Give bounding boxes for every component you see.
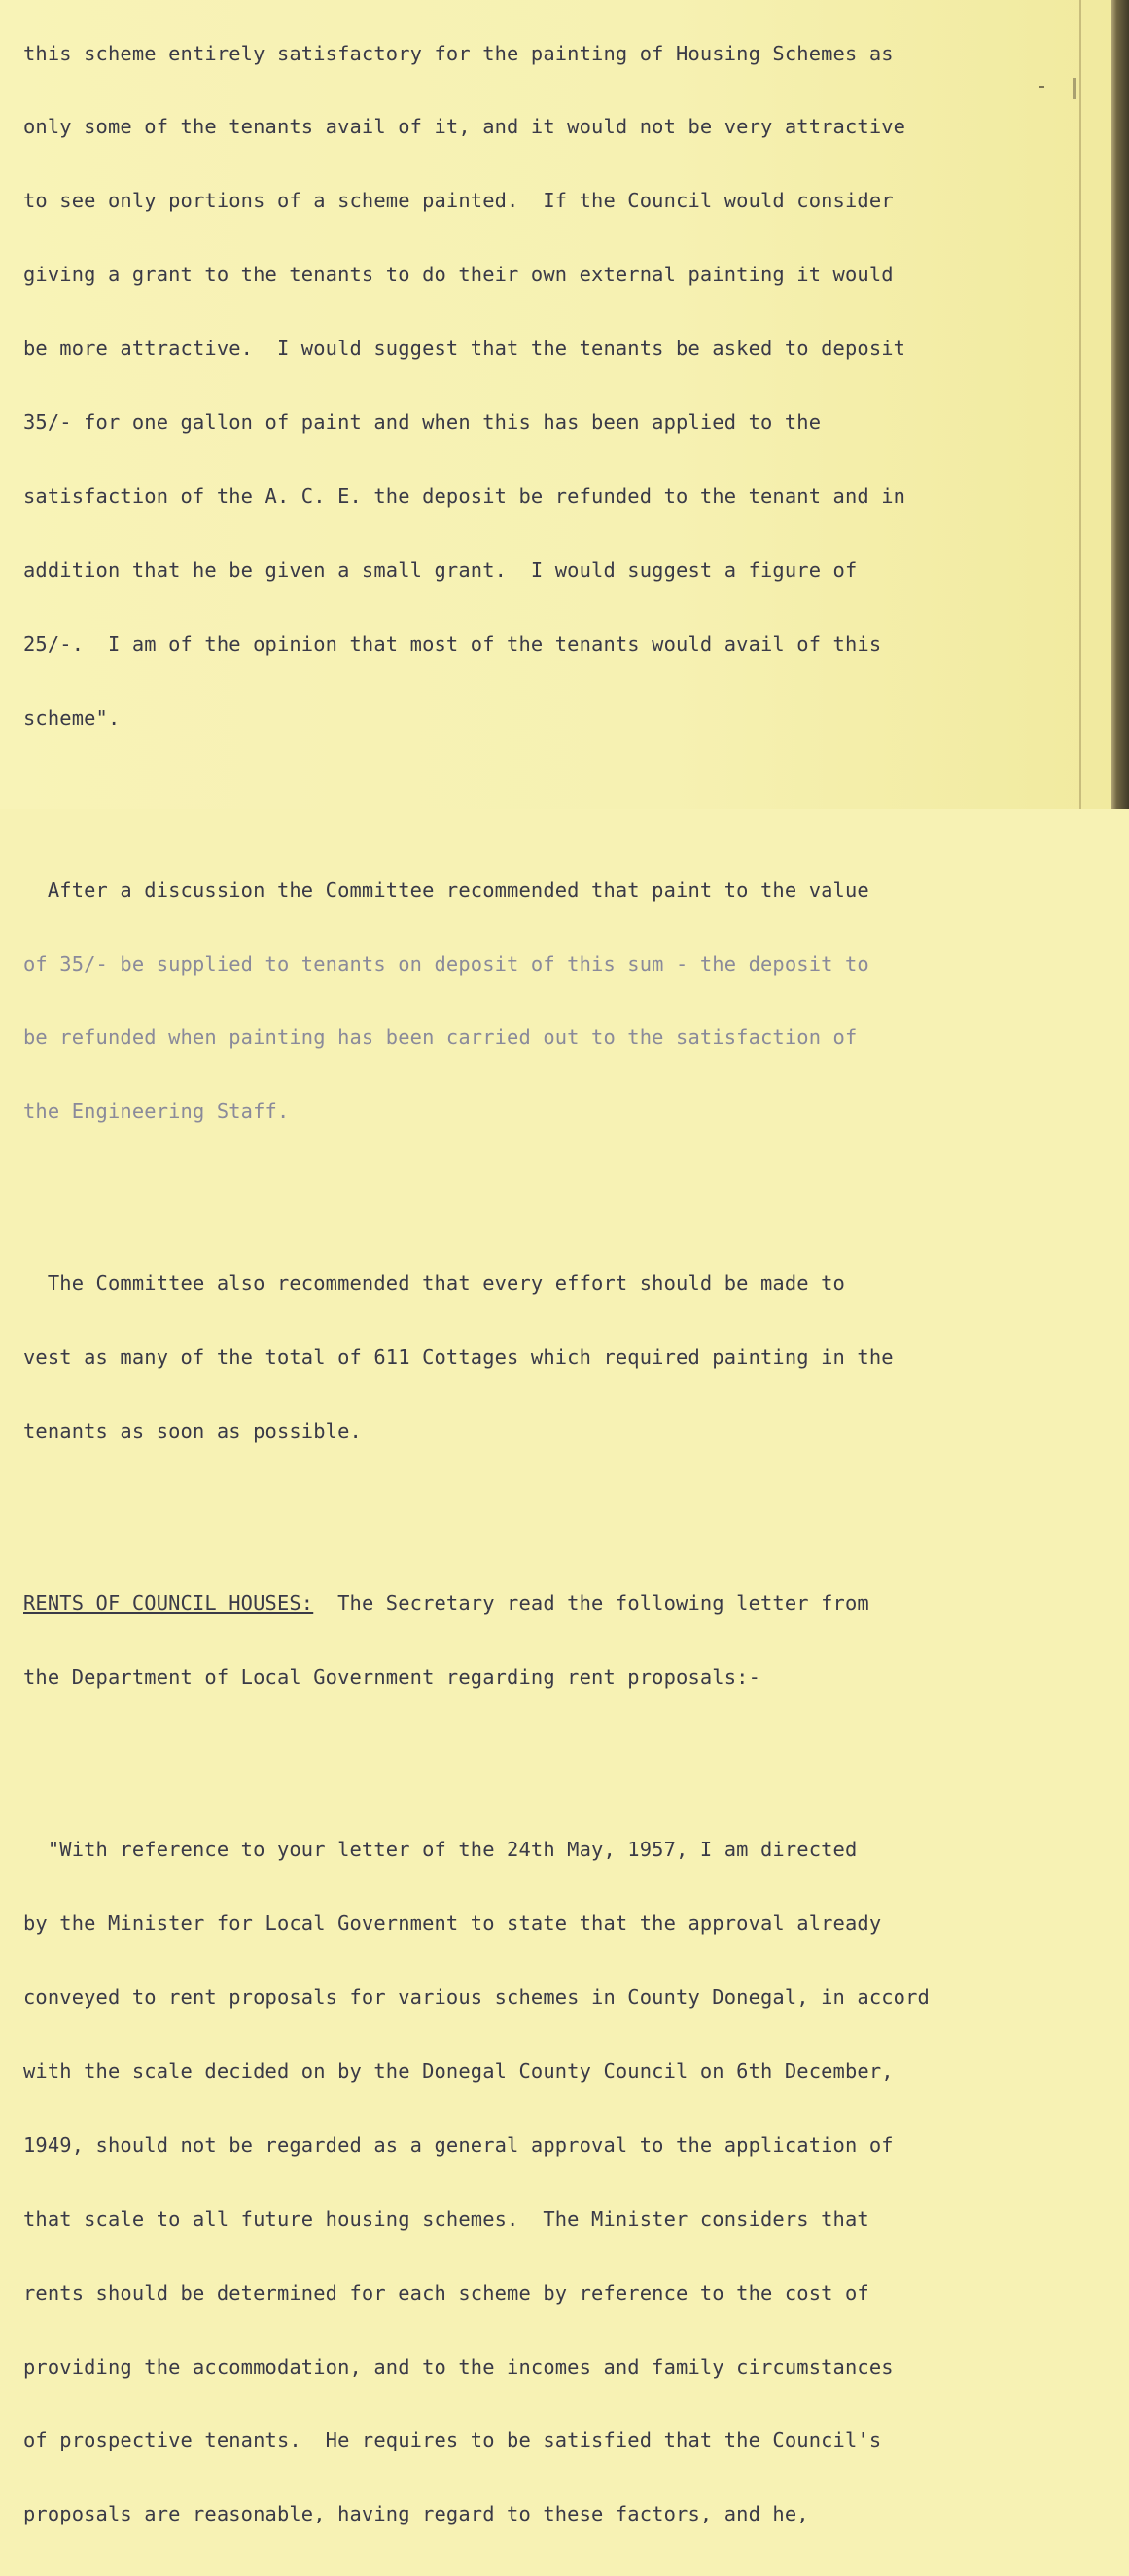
text-line: After a discussion the Committee recommended that paint to the value	[23, 877, 869, 902]
text-line: rents should be determined for each scheme by reference to the cost of	[23, 2280, 869, 2305]
section-heading: RENTS OF COUNCIL HOUSES:	[23, 1592, 314, 1616]
text-line: by the Minister for Local Government to state that the approval already	[23, 1912, 882, 1936]
text-line: with the scale decided on by the Donegal County Council on 6th December,	[23, 2058, 894, 2083]
text-line: addition that he be given a small grant. I would suggest a figure of	[23, 557, 858, 582]
text-line: conveyed to rent proposals for various schemes in County Donegal, in accord	[23, 1986, 930, 2010]
text-line: The Committee also recommended that every effort should be made to	[23, 1271, 845, 1296]
text-line: The Secretary read the following letter from	[313, 1592, 869, 1616]
text-line: be more attractive. I would suggest that the tenants be asked to deposit	[23, 337, 906, 361]
text-line: 1949, should not be regarded as a general approval to the application of	[23, 2132, 894, 2157]
paragraph-gap	[23, 780, 1064, 805]
text-line: the Department of Local Government regarding rent proposals:-	[23, 1665, 760, 1690]
page-binding	[1111, 0, 1129, 809]
text-line: of 35/- be supplied to tenants on deposit of this sum - the deposit to	[23, 951, 869, 976]
text-line: only some of the tenants avail of it, and it would not be very attractive	[23, 115, 906, 139]
dash-mark	[1039, 86, 1044, 88]
text-line: the Engineering Staff.	[23, 1099, 290, 1124]
text-line: vest as many of the total of 611 Cottages which required painting in the	[23, 1345, 894, 1370]
paragraph-gap	[23, 1739, 1064, 1764]
text-line: satisfaction of the A. C. E. the deposit be refunded to the tenant and in	[23, 483, 906, 508]
section-heading-line	[23, 1592, 1064, 1616]
text-line: scheme".	[23, 705, 121, 730]
text-line: "With reference to your letter of the 24th May, 1957, I am directed	[23, 1838, 858, 1862]
text-line: 35/- for one gallon of paint and when this has been applied to the	[23, 411, 822, 435]
text-line: to see only portions of a scheme painted. If the Council would consider	[23, 189, 894, 213]
text-line: of prospective tenants. He requires to be satisfied that the Council's	[23, 2428, 882, 2452]
text-line: that scale to all future housing schemes. The Minister considers that	[23, 2206, 869, 2231]
document-body	[23, 0, 1064, 2576]
text-line: proposals are reasonable, having regard to these factors, and he,	[23, 2502, 809, 2526]
text-line: be refunded when painting has been carried out to the satisfaction of	[23, 1025, 858, 1050]
text-line: providing the accommodation, and to the incomes and family circumstances	[23, 2354, 894, 2379]
margin-mark	[1073, 78, 1076, 99]
text-line: 25/-. I am of the opinion that most of the tenants would avail of this	[23, 631, 882, 656]
text-line: tenants as soon as possible.	[23, 1419, 362, 1444]
text-line: this scheme entirely satisfactory for the painting of Housing Schemes as	[23, 41, 894, 65]
paragraph-gap	[23, 1493, 1064, 1518]
text-line: giving a grant to the tenants to do their own external painting it would	[23, 263, 894, 287]
margin-rule	[1079, 0, 1081, 809]
paragraph-gap	[23, 1173, 1064, 1198]
